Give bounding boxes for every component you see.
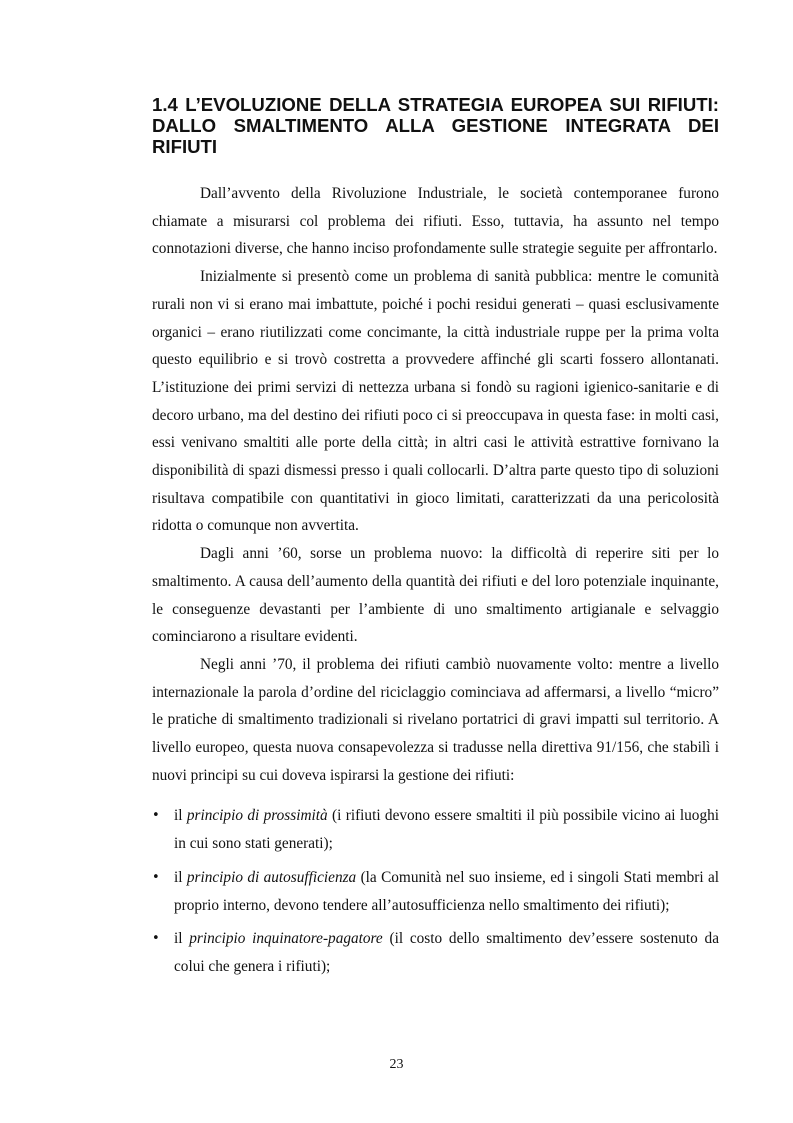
section-heading	[152, 94, 719, 157]
list-item-prefix: il	[174, 807, 187, 825]
paragraph: Negli anni ’70, il problema dei rifiuti cambiò nuovamente volto: mentre a livello internazionale la parola d’ordine del riciclaggio cominciava ad affermarsi, a livello “micro” le pratiche di smaltimento tradizionali si rivelano portatrici di gravi impatti sul territorio. A livello europeo, questa nuova consapevolezza si tradusse nella direttiva 91/156, che stabilì i nuovi principi su cui doveva ispirarsi la gestione dei rifiuti:	[152, 655, 719, 784]
heading-line-2: DALLO SMALTIMENTO ALLA GESTIONE INTEGRATA DEI	[152, 115, 719, 136]
list-item-term: principio di autosufficienza	[186, 868, 357, 886]
list-item-text: (i rifiuti devono essere smaltiti il più possibile vicino ai luoghi in cui sono stati generati);	[174, 807, 719, 853]
heading-line-1: 1.4 L’EVOLUZIONE DELLA STRATEGIA EUROPEA SUI RIFIUTI:	[152, 94, 719, 115]
body-text	[152, 180, 719, 987]
page-number: 23	[389, 1057, 404, 1072]
paragraph: Inizialmente si presentò come un problema di sanità pubblica: mentre le comunità rurali non vi si erano mai imbattute, poiché i pochi residui generati – quasi esclusivamente organici – erano riutilizzati come concimante, la città industriale ruppe per la prima volta questo equilibrio e si trovò costretta a provvedere affinché gli scarti fossero allontanati. L’istituzione dei primi servizi di nettezza urbana si fondò su ragioni igienico-sanitarie e di decoro urbano, ma del destino dei rifiuti poco ci si preoccupava in questa fase: in molti casi, essi venivano smaltiti alle porte della città; in altri casi le attività estrattive fornivano la disponibilità di spazi dismessi presso i quali collocarli. D’altra parte questo tipo di soluzioni risultava compatibile con quantitativi in gioco limitati, caratterizzati da una pericolosità ridotta o comunque non avvertita.	[152, 268, 719, 535]
list-item-term: principio inquinatore-pagatore	[189, 930, 383, 948]
list-item-text: (il costo dello smaltimento dev’essere sostenuto da colui che genera i rifiuti);	[174, 930, 719, 975]
heading-line-3: RIFIUTI	[152, 136, 218, 157]
list-item-prefix: il	[174, 868, 187, 886]
list-item-prefix: il	[174, 930, 190, 948]
principles-list	[152, 802, 719, 980]
list-item	[152, 802, 719, 857]
list-item-text: (la Comunità nel suo insieme, ed i singoli Stati membri al proprio interno, devono tendere all’autosufficienza nello smaltimento dei rifiuti);	[174, 868, 720, 914]
list-item	[152, 864, 719, 919]
bullet-icon: •	[152, 931, 160, 947]
paragraph: Dall’avvento della Rivoluzione Industriale, le società contemporanee furono chiamate a misurarsi col problema dei rifiuti. Esso, tuttavia, ha assunto nel tempo connotazioni diverse, che hanno inciso profondamente sulle strategie seguite per affrontarlo.	[152, 185, 719, 258]
list-item-term: principio di prossimità	[186, 807, 328, 825]
bullet-icon: •	[152, 808, 160, 824]
list-item	[152, 925, 719, 980]
paragraph: Dagli anni ’60, sorse un problema nuovo: la difficoltà di reperire siti per lo smaltimento. A causa dell’aumento della quantità dei rifiuti e del loro potenziale inquinante, le conseguenze devastanti per l’ambiente di uno smaltimento artigianale e selvaggio cominciarono a risultare evidenti.	[152, 545, 719, 646]
bullet-icon: •	[152, 869, 160, 885]
